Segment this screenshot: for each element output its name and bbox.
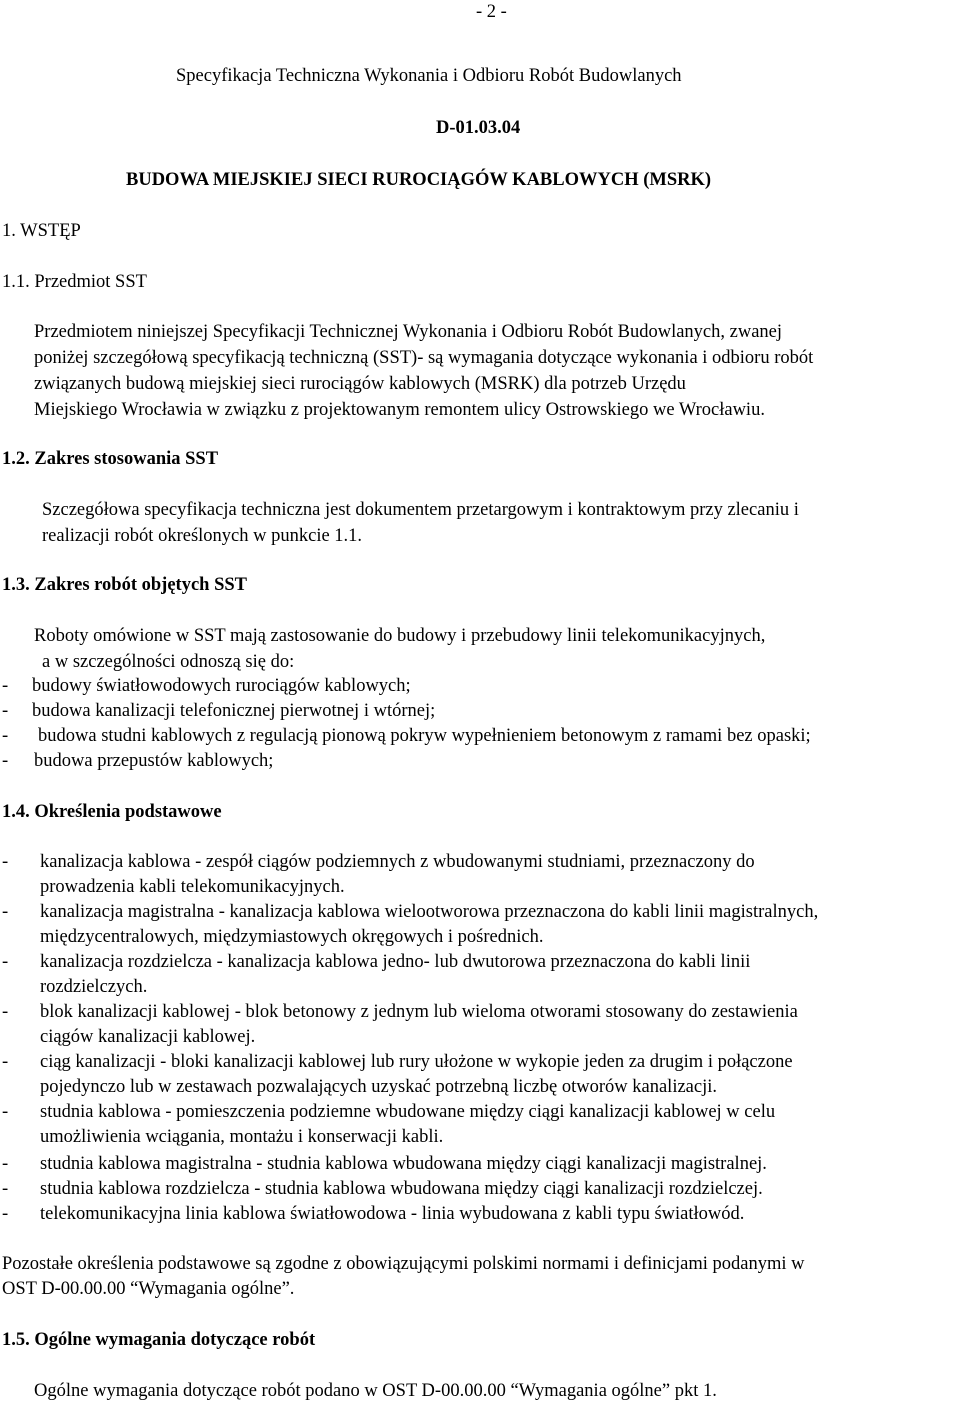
section-title: WSTĘP: [20, 221, 81, 241]
list-item-text: studnia kablowa magistralna - studnia kablowa wbudowana między ciągi kanalizacji magistralnej.: [40, 1154, 767, 1174]
paragraph-line: OST D-00.00.00 “Wymagania ogólne”.: [2, 1279, 295, 1299]
section-number: 1.: [2, 221, 16, 241]
section-number: 1.1.: [2, 272, 30, 292]
paragraph-line: Szczegółowa specyfikacja techniczna jest dokumentem przetargowym i kontraktowym przy zlecaniu i: [42, 500, 799, 520]
section-number: 1.5.: [2, 1330, 30, 1350]
spec-code: D-01.03.04: [436, 118, 521, 138]
list-item-text: kanalizacja rozdzielcza - kanalizacja kablowa jedno- lub dwutorowa przeznaczona do kabli linii: [40, 952, 751, 972]
paragraph-line: związanych budową miejskiej sieci rurociągów kablowych (MSRK) dla potrzeb Urzędu: [34, 374, 686, 394]
list-item-text: pojedynczo lub w zestawach pozwalających uzyskać potrzebną liczbę otworów kanalizacji.: [40, 1077, 718, 1097]
list-item-text: blok kanalizacji kablowej - blok betonowy z jednym lub wieloma otworami stosowany do zestawienia: [40, 1002, 798, 1022]
paragraph-line: poniżej szczegółową specyfikacją techniczną (SST)- są wymagania dotyczące wykonania i odbioru robót: [34, 348, 814, 368]
section-title: Zakres stosowania SST: [34, 449, 219, 469]
list-item-text: budowy światłowodowych rurociągów kablowych;: [32, 676, 411, 696]
section-title: Ogólne wymagania dotyczące robót: [34, 1330, 316, 1350]
list-item-text: kanalizacja magistralna - kanalizacja kablowa wielootworowa przeznaczona do kabli linii magistralnych,: [40, 902, 819, 922]
spec-title: BUDOWA MIEJSKIEJ SIECI RUROCIĄGÓW KABLOWYCH (MSRK): [126, 170, 712, 190]
paragraph-line: Miejskiego Wrocławia w związku z projektowanym remontem ulicy Ostrowskiego we Wrocławiu.: [34, 400, 765, 420]
paragraph-line: Ogólne wymagania dotyczące robót podano w OST D-00.00.00 “Wymagania ogólne” pkt 1.: [34, 1381, 717, 1401]
list-item-text: studnia kablowa rozdzielcza - studnia kablowa wbudowana między ciągi kanalizacji rozdzielczej.: [40, 1179, 763, 1199]
list-item-text: ciąg kanalizacji - bloki kanalizacji kablowej lub rury ułożone w wykopie jeden za drugim i połączone: [40, 1052, 793, 1072]
list-item-text: umożliwienia wciągania, montażu i konserwacji kabli.: [40, 1127, 444, 1147]
paragraph-line: Przedmiotem niniejszej Specyfikacji Technicznej Wykonania i Odbioru Robót Budowlanych, zwanej: [34, 322, 783, 342]
list-item-text: prowadzenia kabli telekomunikacyjnych.: [40, 877, 345, 897]
section-number: 1.3.: [2, 575, 30, 595]
list-item-text: międzycentralowych, międzymiastowych okręgowych i pośrednich.: [40, 927, 544, 947]
section-title: Zakres robót objętych SST: [34, 575, 247, 595]
section-1-2-heading: [2, 447, 218, 471]
section-1-heading: [2, 219, 81, 243]
list-item-text: ciągów kanalizacji kablowej.: [40, 1027, 256, 1047]
section-number: 1.2.: [2, 449, 30, 469]
section-1-1-heading: [2, 270, 147, 294]
paragraph-line: Roboty omówione w SST mają zastosowanie do budowy i przebudowy linii telekomunikacyjnych,: [34, 626, 766, 646]
document-title: Specyfikacja Techniczna Wykonania i Odbioru Robót Budowlanych: [176, 66, 682, 86]
list-item-text: telekomunikacyjna linia kablowa światłowodowa - linia wybudowana z kabli typu światłowód.: [40, 1204, 745, 1224]
list-item-text: kanalizacja kablowa - zespół ciągów podziemnych z wbudowanymi studniami, przeznaczony do: [40, 852, 755, 872]
paragraph-line: Pozostałe określenia podstawowe są zgodne z obowiązującymi polskimi normami i definicjami podanymi w: [2, 1254, 805, 1274]
paragraph-line: a w szczególności odnoszą się do:: [42, 652, 295, 672]
section-1-5-heading: [2, 1328, 315, 1352]
page-number: - 2 -: [476, 2, 507, 22]
list-item-text: budowa studni kablowych z regulacją pionową pokryw wypełnieniem betonowym z ramami bez opaski;: [38, 726, 811, 746]
paragraph-line: realizacji robót określonych w punkcie 1.1.: [42, 526, 363, 546]
section-title: Przedmiot SST: [34, 272, 147, 292]
list-item-text: rozdzielczych.: [40, 977, 148, 997]
section-number: 1.4.: [2, 802, 30, 822]
section-1-4-heading: [2, 800, 222, 824]
list-item-text: budowa kanalizacji telefonicznej pierwotnej i wtórnej;: [32, 701, 436, 721]
section-title: Określenia podstawowe: [34, 802, 222, 822]
list-item-text: budowa przepustów kablowych;: [34, 751, 274, 771]
list-item-text: studnia kablowa - pomieszczenia podziemne wbudowane między ciągi kanalizacji kablowej w celu: [40, 1102, 776, 1122]
section-1-3-heading: [2, 573, 247, 597]
